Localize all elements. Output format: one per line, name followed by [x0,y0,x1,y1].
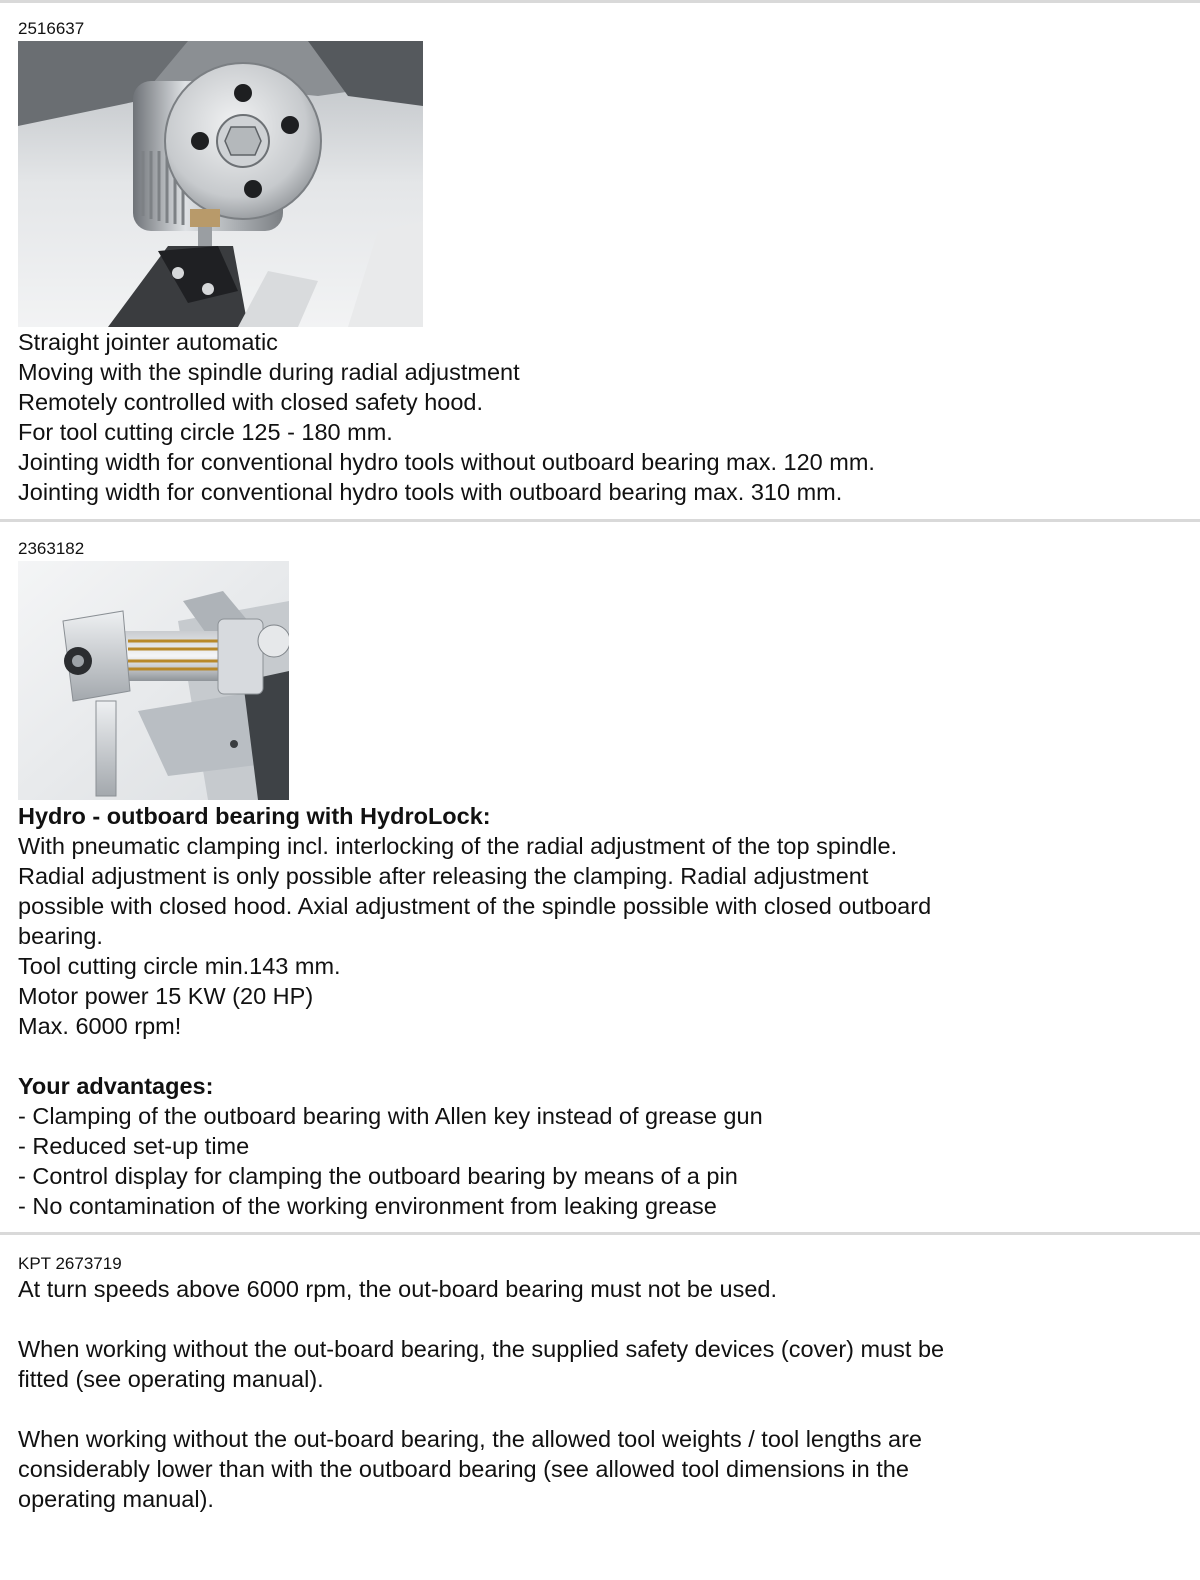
section-divider [0,1232,1200,1235]
item-code: KPT 2673719 [18,1254,122,1273]
section-divider [0,0,1200,3]
straight-jointer-photo [18,41,423,327]
description-line: For tool cutting circle 125 - 180 mm. [18,419,393,445]
advantages-heading: Your advantages: [18,1073,214,1099]
description-line: Remotely controlled with closed safety hood. [18,389,484,415]
description-line: Jointing width for conventional hydro tools with outboard bearing max. 310 mm. [18,479,843,505]
advantage-item: - No contamination of the working environment from leaking grease [18,1193,717,1219]
blank-line [18,1304,1178,1334]
description-line: Jointing width for conventional hydro tools without outboard bearing max. 120 mm. [18,449,875,475]
description-line: With pneumatic clamping incl. interlocking of the radial adjustment of the top spindle. [18,833,898,859]
hydrolock-description [18,801,1178,1221]
note-line: fitted (see operating manual). [18,1366,324,1392]
note-line: considerably lower than with the outboard bearing (see allowed tool dimensions in the [18,1456,909,1482]
section-heading: Hydro - outboard bearing with HydroLock: [18,803,491,829]
section-divider [0,519,1200,522]
safety-notes-section [18,1254,1178,1514]
description-line: Tool cutting circle min.143 mm. [18,953,341,979]
description-line: Max. 6000 rpm! [18,1013,182,1039]
blank-line [18,1041,1178,1071]
description-line: Straight jointer automatic [18,329,278,355]
note-line: When working without the out-board bearing, the supplied safety devices (cover) must be [18,1336,945,1362]
blank-line [18,1394,1178,1424]
description-line: Moving with the spindle during radial adjustment [18,359,520,385]
advantage-item: - Control display for clamping the outboard bearing by means of a pin [18,1163,738,1189]
jointer-description [18,327,1178,507]
advantage-item: - Clamping of the outboard bearing with Allen key instead of grease gun [18,1103,763,1129]
note-line: When working without the out-board bearing, the allowed tool weights / tool lengths are [18,1426,922,1452]
description-line: bearing. [18,923,103,949]
advantage-item: - Reduced set-up time [18,1133,250,1159]
description-line: Motor power 15 KW (20 HP) [18,983,314,1009]
product-section-2516637 [18,19,1178,39]
note-line: At turn speeds above 6000 rpm, the out-board bearing must not be used. [18,1276,778,1302]
item-code: 2516637 [18,19,85,38]
note-line: operating manual). [18,1486,214,1512]
item-code: 2363182 [18,539,85,558]
description-line: possible with closed hood. Axial adjustment of the spindle possible with closed outboard [18,893,932,919]
product-section-2363182 [18,539,1178,559]
outboard-bearing-photo [18,561,289,800]
description-line: Radial adjustment is only possible after releasing the clamping. Radial adjustment [18,863,869,889]
